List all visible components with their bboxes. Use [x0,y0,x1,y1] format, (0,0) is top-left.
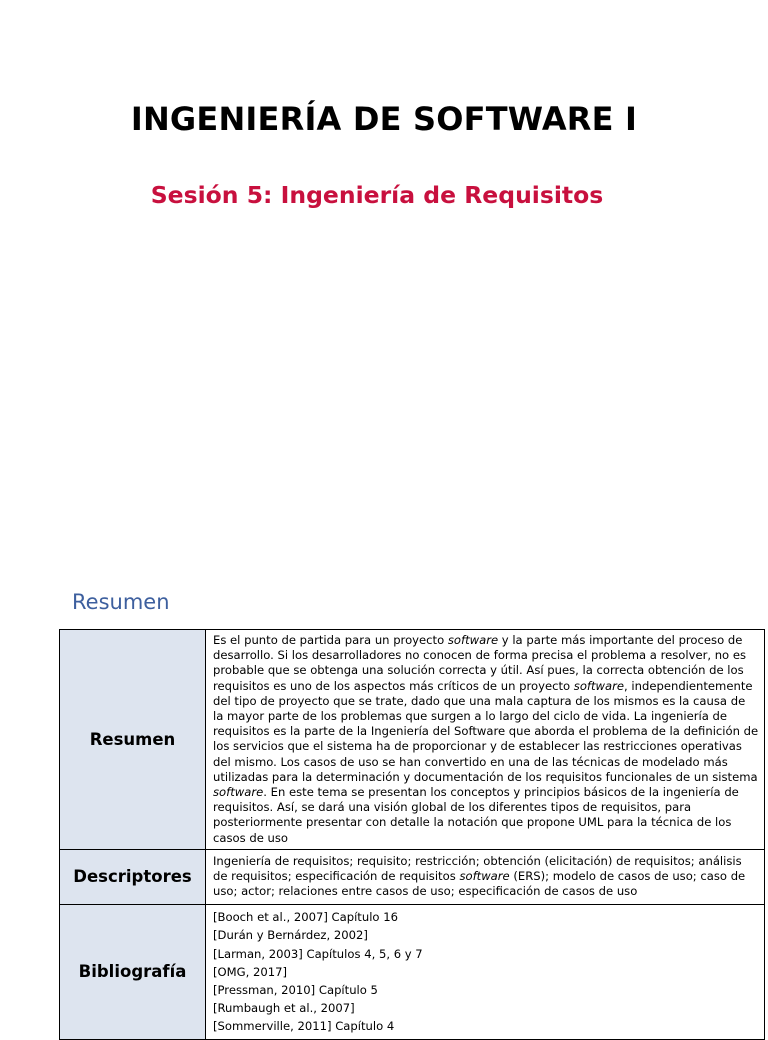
table-row-bibliografia [60,904,765,1039]
section-heading: Resumen [72,590,170,614]
row-label-descriptores: Descriptores [60,849,206,904]
bibliography-item: [Booch et al., 2007] Capítulo 16 [213,910,398,925]
bibliography-item: [Durán y Bernárdez, 2002] [213,928,368,943]
row-label-resumen: Resumen [60,630,206,850]
bibliography-item: [Rumbaugh et al., 2007] [213,1001,355,1016]
bibliography-item: [Pressman, 2010] Capítulo 5 [213,982,378,997]
session-subtitle: Sesión 5: Ingeniería de Requisitos [150,181,604,209]
row-label-bibliografia: Bibliografía [60,904,206,1039]
resumen-text: Es el punto de partida para un proyecto software y la parte más importante del proceso de desarrollo. Si los desarrolladores no conocen de forma precisa el problema a resolver, no es probable que se obtenga una solución correcta y útil. Así pues, la correcta obtención de los requisitos es uno de los aspectos más críticos de un proyecto software, independientemente del tipo de proyecto que se trate, dado que una mala captura de los mismos es la causa de la mayor parte de los problemas que surgen a lo largo del ciclo de vida. La ingeniería de requisitos es la parte de la Ingeniería del Software que aborda el problema de la definición de los servicios que el sistema ha de proporcionar y de establecer las restricciones operativas del mismo. Los casos de uso se han convertido en una de las técnicas de modelado más utilizadas para la determinación y documentación de los requisitos funcionales de un sistema software. En este tema se presentan los conceptos y principios básicos de la ingeniería de requisitos. Así, se dará una visión global de los diferentes tipos de requisitos, para posteriormente presentar con detalle la notación que propone UML para la técnica de los casos de uso [206,630,765,850]
summary-table [59,629,765,1040]
document-title: INGENIERÍA DE SOFTWARE I [130,100,638,138]
bibliography-list [213,908,759,1035]
bibliography-item: [Larman, 2003] Capítulos 4, 5, 6 y 7 [213,946,423,961]
bibliografia-cell [206,904,765,1039]
table-row-resumen [60,630,765,850]
descriptores-text: Ingeniería de requisitos; requisito; restricción; obtención (elicitación) de requisitos; análisis de requisitos; especificación de requisitos software (ERS); modelo de casos de uso; caso de uso; actor; relaciones entre casos de uso; especificación de casos de uso [206,849,765,904]
table-row-descriptores [60,849,765,904]
bibliography-item: [OMG, 2017] [213,964,288,979]
bibliography-item: [Sommerville, 2011] Capítulo 4 [213,1019,395,1034]
